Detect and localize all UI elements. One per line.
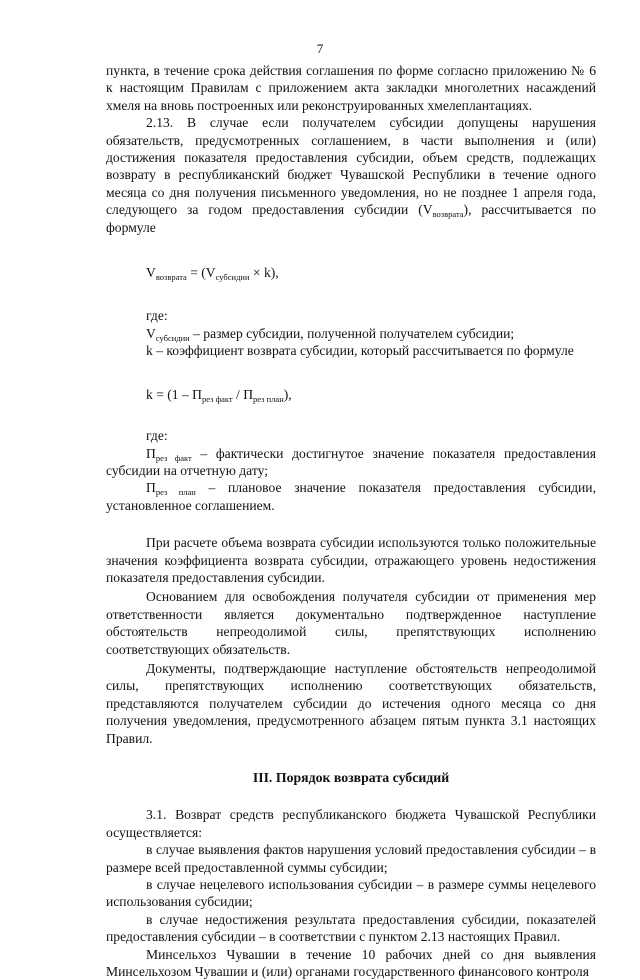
list-item-misuse: в случае нецелевого использования субсидии – в размере суммы нецелевого использования субсидии; [106,877,596,910]
page-number: 7 [316,41,324,56]
definition-sub: рез факт [155,452,192,463]
formula-part: ), [283,386,292,402]
document-body [106,62,596,980]
definition-p-plan [106,479,596,514]
list-item-violations: в случае выявления фактов нарушения условий предоставления субсидии – в размере всей предоставленной суммы субсидии; [106,842,596,875]
formula-return-volume [146,264,596,281]
where-label: где: [146,308,168,324]
formula-sub: рез план [253,393,284,404]
definition-sub: субсидии [155,332,190,343]
definition-p-fact [106,445,596,480]
paragraph-2-13 [106,114,596,236]
formula-sub: рез факт [202,393,233,404]
paragraph-documents: Документы, подтверждающие наступление обстоятельств непреодолимой силы, препятствующих исполнению соответствующих обязательств, представляются получателем субсидии до истечения одного месяца со дня получения уведомления, предусмотренного абзацем пятым пункта 3.1 настоящих Правил. [106,660,596,746]
formula-part: k = (1 – П [146,386,202,402]
section-heading: III. Порядок возврата субсидий [252,770,450,785]
formula-sub: субсидии [215,272,250,283]
list-item-underachievement: в случае недостижения результата предоставления субсидии, показателей предоставления субсидии – в соответствии с пунктом 2.13 настоящих Правил. [106,911,596,945]
formula-part: × k), [249,265,279,281]
paragraph-2-13-end: ), рассчитывается по формуле [106,202,596,235]
paragraph-ministry: Минсельхоз Чувашии в течение 10 рабочих дней со дня выявления Минсельхозом Чувашии и (или) органами государственного финансового контроля [106,946,596,980]
where-label: где: [146,428,168,444]
subscript-return: возврата [432,209,464,220]
definition-k: k – коэффициент возврата субсидии, который рассчитывается по формуле [146,343,574,359]
definition-var: П [146,445,156,461]
paragraph-positive-values: При расчете объема возврата субсидии используются только положительные значения коэффициента возврата субсидии, отражающего уровень недостижения показателя предоставления субсидии. [106,535,596,585]
definition-text: – размер субсидии, полученной получателем субсидии; [189,325,515,341]
formula-part: / П [232,386,254,402]
formula-part: = (V [186,265,216,281]
formula-coefficient [146,386,596,403]
formula-var: V [146,265,156,281]
definition-text: – фактически достигнутое значение показателя предоставления субсидии на отчетную дату; [106,445,596,478]
formula-sub: возврата [155,272,187,283]
definition-text: – плановое значение показателя предоставления субсидии, установленное соглашением. [106,480,596,513]
definition-var: V [146,325,156,341]
definition-sub: рез план [155,487,196,498]
paragraph-2-13-text: 2.13. В случае если получателем субсидии допущены нарушения обязательств, предусмотренных соглашением, в части выполнения и (или) достижения показателя предоставления субсидии, объем средств, подлежащих возврату в республиканский бюджет Чувашской Республики в течение одного месяца со дня получения письменного уведомления, но не позднее 1 апреля года, следующего за годом предоставления субсидии (V [106,115,596,218]
definition-var: П [146,480,156,496]
paragraph-continuation: пункта, в течение срока действия соглашения по форме согласно приложению № 6 к настоящим Правилам с приложением акта закладки многолетних насаждений хмеля на вновь построенных или реконструированных хмелеплантациях. [106,63,596,113]
paragraph-exemption: Основанием для освобождения получателя субсидии от применения мер ответственности является документально подтвержденное наступление обстоятельств непреодолимой силы, препятствующих исполнению соответствующих обязательств. [106,589,596,657]
definition-v-subsidy [106,325,596,342]
paragraph-3-1: 3.1. Возврат средств республиканского бюджета Чувашской Республики осуществляется: [106,807,596,840]
